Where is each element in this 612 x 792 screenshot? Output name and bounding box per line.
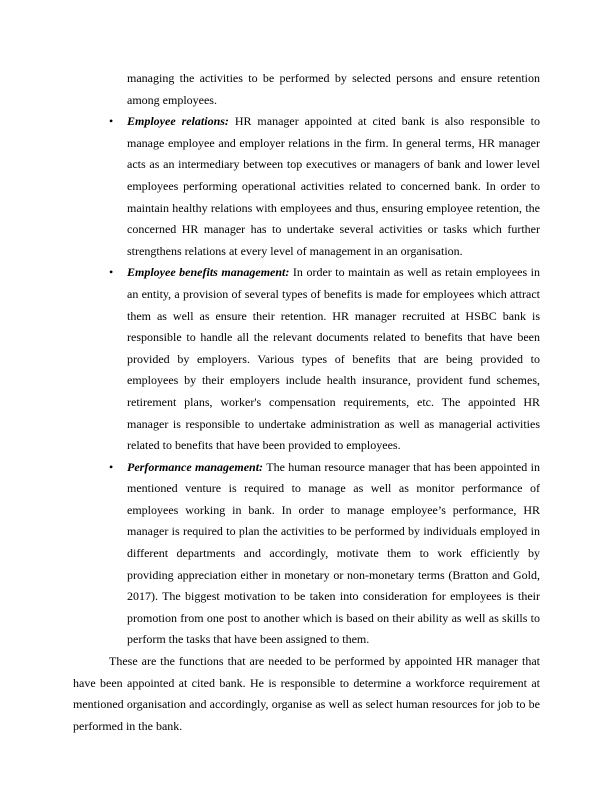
function-bullet-list	[73, 111, 540, 651]
continuation-paragraph: managing the activities to be performed by selected persons and ensure retention among employees.	[127, 71, 540, 107]
bullet-heading: Employee relations:	[127, 114, 229, 129]
bullet-text: In order to maintain as well as retain employees in an entity, a provision of several types of benefits is made for employees which attract them as well as ensure their retention. HR manager recruited at HSBC bank is responsible to handle all the relevant documents related to benefits that have been provided by employers. Various types of benefits that are being provided to employees by their employers include health insurance, provident fund schemes, retirement plans, worker's compensation requirements, etc. The appointed HR manager is responsible to undertake administration as well as managerial activities related to benefits that have been provided to employees.	[127, 265, 540, 453]
bullet-icon: •	[109, 459, 114, 474]
document-body	[73, 68, 540, 737]
bullet-heading: Employee benefits management:	[127, 265, 290, 280]
bullet-text: HR manager appointed at cited bank is also responsible to manage employee and employer relations in the firm. In general terms, HR manager acts as an intermediary between top executives or managers of bank and lower level employees performing operational activities related to concerned bank. In order to maintain healthy relations with employees and thus, ensuring employee retention, the concerned HR manager has to undertake several activities or tasks which further strengthens relations at every level of management in an organisation.	[127, 114, 540, 258]
bullet-employee-benefits	[109, 262, 540, 456]
bullet-performance-management	[109, 457, 540, 651]
bullet-heading: Performance management:	[127, 459, 264, 474]
closing-paragraph: These are the functions that are needed to be performed by appointed HR manager that have been appointed at cited bank. He is responsible to determine a workforce requirement at mentioned organisation and accordingly, organise as well as select human resources for job to be performed in the bank.	[73, 654, 540, 733]
bullet-text: The human resource manager that has been appointed in mentioned venture is required to manage as well as monitor performance of employees working in bank. In order to manage employee’s performance, HR manager is required to plan the activities to be performed by individuals employed in different departments and accordingly, motivate them to work efficiently by providing appreciation either in monetary or non-monetary terms (Bratton and Gold, 2017). The biggest motivation to be taken into consideration for employees is their promotion from one post to another which is based on their ability as well as skills to perform the tasks that have been assigned to them.	[127, 459, 540, 647]
bullet-employee-relations	[109, 111, 540, 262]
bullet-icon: •	[109, 265, 114, 280]
bullet-icon: •	[109, 114, 114, 129]
